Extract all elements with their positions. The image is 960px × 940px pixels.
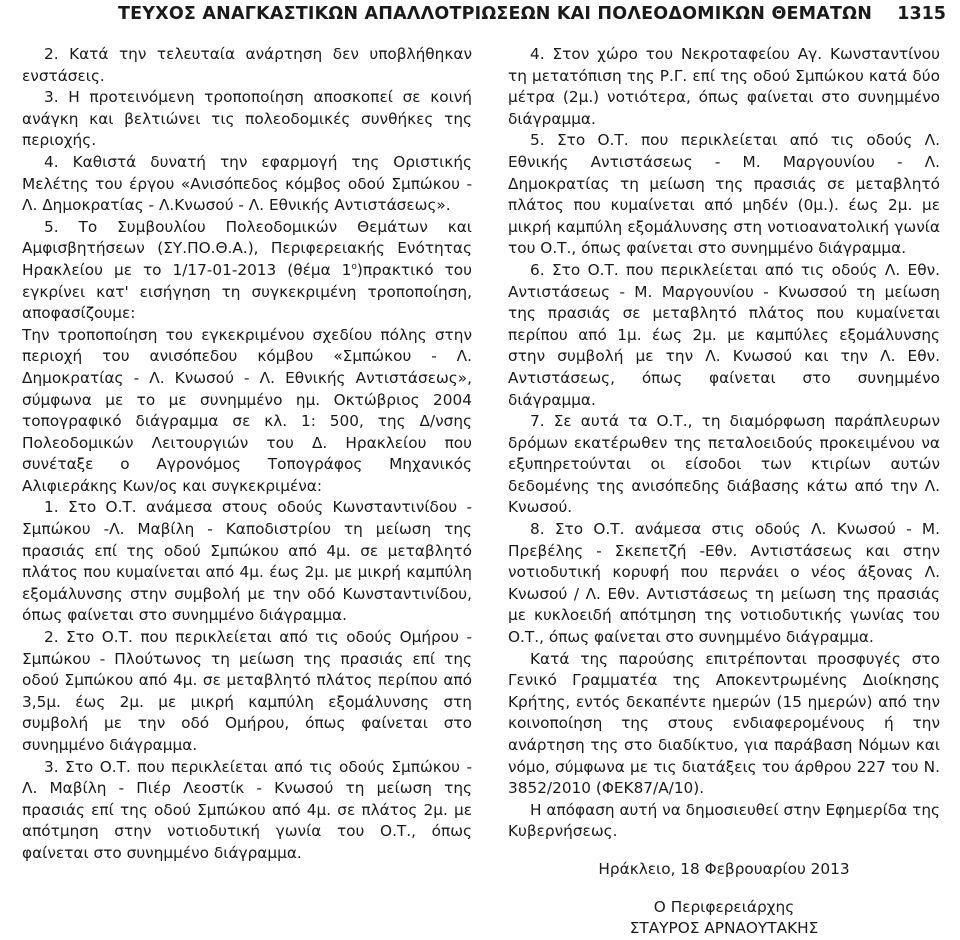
paragraph: 4. Στον χώρο του Νεκροταφείου Αγ. Κωνσταντίνου τη μετατόπιση της Ρ.Γ. επί της οδού Σμπώκου κατά δύο μέτρα (2μ.) νοτιότερα, όπως φαίνεται στο συνημμένο διάγραμμα. bbox=[508, 45, 940, 128]
paragraph: 1. Στο Ο.Τ. ανάμεσα στους οδούς Κωνσταντινίδου - Σμπώκου -Λ. Μαβίλη - Καποδιστρίου τη μείωση της πρασιάς επί της οδού Σμπώκου από 4μ. σε μεταβλητό πλάτος που κυμαίνεται από 4μ. έως 2μ. με μικρή καμπύλη εξομάλυνσης στην συμβολή με την οδό Κωνσταντινίδου, όπως φαίνεται στο συνημμένο διάγραμμα. bbox=[22, 498, 472, 625]
paragraph: 7. Σε αυτά τα Ο.Τ., τη διαμόρφωση παράπλευρων δρόμων εκατέρωθεν της πεταλοειδούς προκειμένου να εξυπηρετούνται οι είσοδοι των κτιρίων αυτών δεδομένης της ανισόπεδης διάβασης κάτω από την Λ. Κνωσού. bbox=[508, 412, 940, 517]
paragraph: 3. Η προτεινόμενη τροποποίηση αποσκοπεί σε κοινή ανάγκη και βελτιώνει τις πολεοδομικές συνθήκες της περιοχής. bbox=[22, 88, 472, 150]
paragraph-text: )πρακτικό του εγκρίνει κατ' εισήγηση τη συγκεκριμένη τροποποίηση, αποφασίζουμε: bbox=[22, 260, 473, 323]
paragraph-text: 5. Το Συμβουλίου Πολεοδομικών Θεμάτων και Αμφισβητήσεων (ΣΥ.ΠΟ.Θ.Α.), Περιφερειακής Ενότητας Ηρακλείου με το 1/17-01-2013 (θέμα 1 bbox=[22, 217, 472, 279]
paragraph: 3. Στο Ο.Τ. που περικλείεται από τις οδούς Σμπώκου - Λ. Μαβίλη - Πιέρ Λεοστίκ - Κνωσού τη μείωση της πρασιάς επί της οδού Σμπώκου από 4μ. σε πλάτος 2μ. με απότμηση στην νοτιοδυτική γωνία του Ο.Τ., όπως φαίνεται στο συνημμένο διάγραμμα. bbox=[22, 757, 472, 862]
paragraph: 4. Καθιστά δυνατή την εφαρμογή της Οριστικής Μελέτης του έργου «Ανισόπεδος κόμβος οδού Σμπώκου - Λ. Δημοκρατίας - Λ.Κνωσού - Λ. Εθνικής Αντιστάσεως». bbox=[22, 152, 472, 215]
page-header bbox=[0, 0, 960, 34]
paragraph: 5. Στο Ο.Τ. που περικλείεται από τις οδούς Λ. Εθνικής Αντιστάσεως - Μ. Μαργουνίου - Λ. Δημοκρατίας τη μείωση της πρασιάς σε μεταβλητό πλάτος που κυμαίνεται από μηδέν (0μ.). έως 2μ. με μικρή καμπύλη εξομάλυνσης στη νοτιοανατολική γωνία του Ο.Τ., όπως φαίνεται στο συνημμένο διάγραμμα. bbox=[508, 131, 940, 258]
paragraph bbox=[22, 217, 472, 325]
signer-title: Ο Περιφερειάρχης bbox=[653, 897, 795, 916]
paragraph: 2. Κατά την τελευταία ανάρτηση δεν υποβλήθηκαν ενστάσεις. bbox=[22, 45, 472, 85]
paragraph: 2. Στο Ο.Τ. που περικλείεται από τις οδούς Ομήρου - Σμπώκου - Πλούτωνος τη μείωση της πρασιάς επί της οδού Σμπώκου από 4μ. σε μεταβλητό πλάτος περίπου από 3,5μ. έως 2μ. με μικρή καμπύλη εξομάλυνσης στη συμβολή με την οδό Ομήρου, όπως φαίνεται στο συνημμένο διάγραμμα. bbox=[22, 628, 472, 754]
paragraph: 6. Στο Ο.Τ. που περικλείεται από τις οδούς Λ. Εθν. Αντιστάσεως - Μ. Μαργουνίου - Κνωσσού τη μείωση της πρασιάς σε μεταβλητό πλάτος που κυμαίνεται περίπου από 1μ. έως 2μ. με καμπύλες εξομάλυνσης στην συμβολή με την Λ. Κνωσού και την Λ. Εθν. Αντιστάσεως, όπως φαίνεται στο συνημμένο διάγραμμα. bbox=[508, 260, 940, 409]
paragraph: Η απόφαση αυτή να δημοσιευθεί στην Εφημερίδα της Κυβερνήσεως. bbox=[508, 800, 940, 841]
paragraph: Την τροποποίηση του εγκεκριμένου σχεδίου πόλης στην περιοχή του ανισόπεδου κόμβου «Σμπώκου - Λ. Δημοκρατίας - Λ. Κνωσού - Λ. Εθνικής Αντιστάσεως», σύμφωνα με το με συνημμένο ημ. Οκτώβριος 2004 τοπογραφικό διάγραμμα σε κλ. 1: 500, της Δ/νσης Πολεοδομικών Λειτουργιών του Δ. Ηρακλείου που συνέταξε ο Αγρονόμος Τοπογράφος Μηχανικός Αλιφιεράκης Κων/ος και συγκεκριμένα: bbox=[22, 325, 472, 495]
place-date: Ηράκλειο, 18 Φεβρουαρίου 2013 bbox=[598, 859, 850, 878]
page-number: 1315 bbox=[897, 4, 946, 24]
gazette-title: ΤΕΥΧΟΣ ΑΝΑΓΚΑΣΤΙΚΩΝ ΑΠΑΛΛΟΤΡΙΩΣΕΩΝ ΚΑΙ ΠΟΛΕΟΔΟΜΙΚΩΝ ΘΕΜΑΤΩΝ bbox=[118, 4, 873, 24]
paragraph: Κατά της παρούσης επιτρέπονται προσφυγές στο Γενικό Γραμματέα της Αποκεντρωμένης Διοίκησης Κρήτης, εντός δεκαπέντε ημερών (15 ημερών) από την κοινοποίηση της στους ενδιαφερομένους ή την ανάρτηση της στο διαδίκτυο, για παράβαση Νόμων και νόμο, σύμφωνα με τις διατάξεις του άρθρου 227 του Ν. 3852/2010 (ΦΕΚ87/Α/10). bbox=[508, 649, 940, 798]
right-column bbox=[508, 44, 940, 940]
superscript: ο bbox=[351, 261, 357, 272]
paragraph: 8. Στο Ο.Τ. ανάμεσα στις οδούς Λ. Κνωσού - Μ. Πρεβέλης - Σκεπετζή -Εθν. Αντιστάσεως και στην νοτιοδυτική κορυφή που περνάει ο νέος άξονας Λ. Κνωσού / Λ. Εθν. Αντιστάσεως τη μείωση της πρασιάς με κυκλοειδή απότμηση της νοτιοδυτικής γωνίας του Ο.Τ., όπως φαίνεται στο συνημμένο διάγραμμα. bbox=[508, 520, 940, 647]
signer-name: ΣΤΑΥΡΟΣ ΑΡΝΑΟΥΤΑΚΗΣ bbox=[629, 919, 819, 938]
left-column bbox=[22, 44, 472, 865]
